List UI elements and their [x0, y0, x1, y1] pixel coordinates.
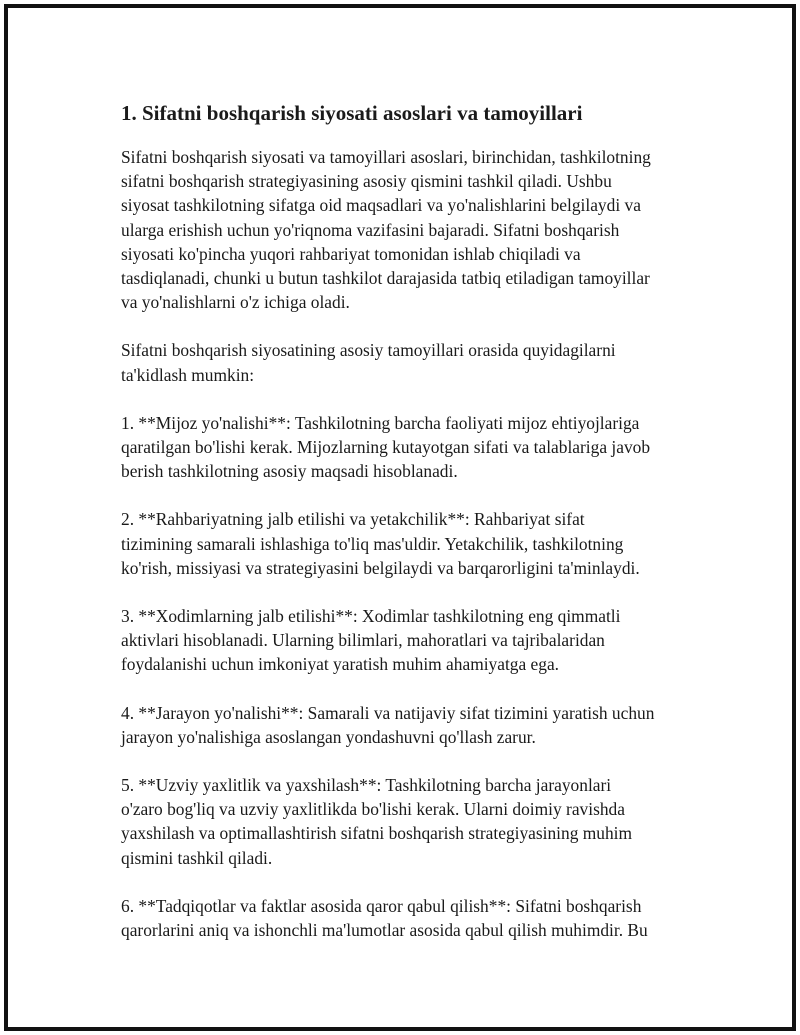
- list-item-customer-focus: 1. **Mijoz yo'nalishi**: Tashkilotning barcha faoliyati mijoz ehtiyojlariga qaratilgan bo'lishi kerak. Mijozlarning kutayotgan sifati va talablariga javob berish tashkilotning asosiy maqsadi hisoblanadi.: [121, 412, 651, 482]
- list-item-people-engagement: 3. **Xodimlarning jalb etilishi**: Xodimlar tashkilotning eng qimmatli aktivlari hisoblanadi. Ularning bilimlari, mahoratlari va tajribalaridan foydalanishi uchun imkoniyat yaratish muhim ahamiyatga ega.: [121, 606, 621, 675]
- list-item-process-approach: 4. **Jarayon yo'nalishi**: Samarali va natijaviy sifat tizimini yaratish uchun jarayon yo'nalishiga asoslangan yondashuvni qo'llash zarur.: [121, 702, 655, 747]
- document-body: [121, 100, 706, 966]
- list-item-leadership: 2. **Rahbariyatning jalb etilishi va yetakchilik**: Rahbariyat sifat tizimining samarali ishlashiga to'liq mas'uldir. Yetakchilik, tashkilotning ko'rish, missiyasi va strategiyasini belgilaydi va barqarorligini ta'minlaydi.: [121, 509, 640, 578]
- paragraph-intro: Sifatni boshqarish siyosati va tamoyillari asoslari, birinchidan, tashkilotning sifatni boshqarish strategiyasining asosiy qismini tashkil qiladi. Ushbu siyosat tashkilotning sifatga oid maqsadlari va yo'nalishlarini belgilaydi va ularga erishish uchun yo'riqnoma vazifasini bajaradi. Sifatni boshqarish siyosati ko'pincha yuqori rahbariyat tomonidan ishlab chiqiladi va tasdiqlanadi, chunki u butun tashkilot darajasida tatbiq etiladigan tamoyillar va yo'nalishlarni o'z ichiga oladi.: [121, 147, 651, 313]
- page-title: 1. Sifatni boshqarish siyosati asoslari va tamoyillari: [121, 101, 583, 125]
- list-item-improvement: 5. **Uzviy yaxlitlik va yaxshilash**: Tashkilotning barcha jarayonlari o'zaro bog'liq va uzviy yaxlitlikda bo'lishi kerak. Ularni doimiy ravishda yaxshilash va optimallashtirish sifatni boshqarish strategiyasining muhim qismini tashkil qiladi.: [121, 775, 633, 868]
- paragraph-principles-lead: Sifatni boshqarish siyosatining asosiy tamoyillari orasida quyidagilarni ta'kidlash mumkin:: [121, 340, 616, 385]
- list-item-evidence-based-decisions: 6. **Tadqiqotlar va faktlar asosida qaror qabul qilish**: Sifatni boshqarish qarorlarini aniq va ishonchli ma'lumotlar asosida qabul qilish muhimdir. Bu: [121, 895, 648, 941]
- page-frame: [4, 4, 796, 1031]
